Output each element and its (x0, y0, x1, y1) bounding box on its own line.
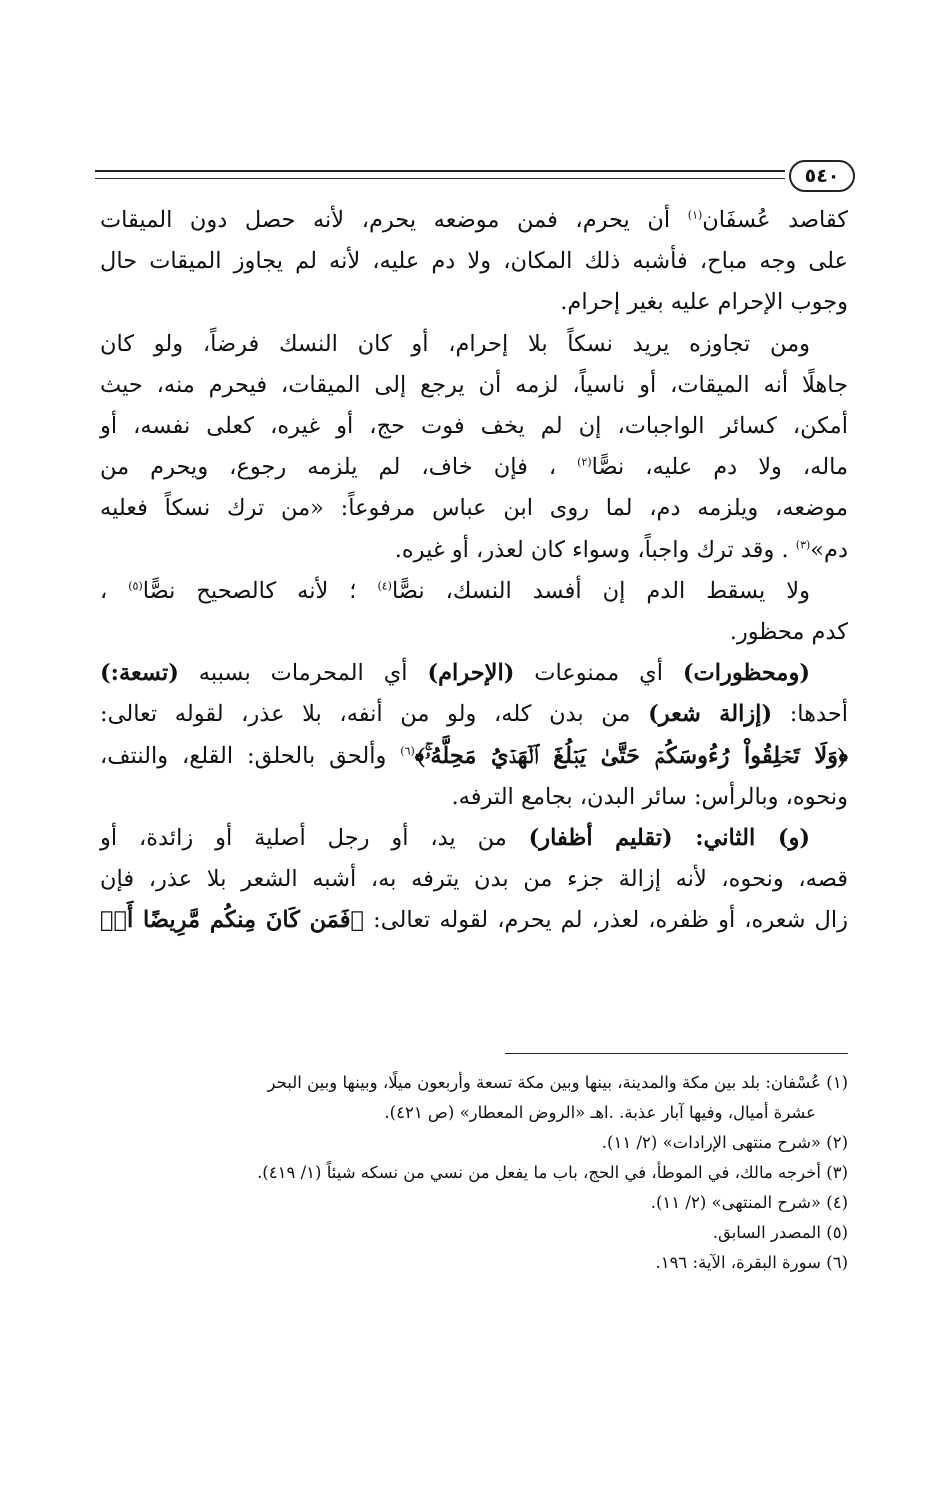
bold-term: (تقليم أظفار) (528, 825, 673, 852)
page-number: ٥٤٠ (789, 160, 855, 192)
footnote-text: المصدر السابق. (712, 1223, 821, 1242)
text-line (100, 447, 848, 488)
text-run: من يد، أو رجل أصلية أو زائدة، أو (100, 825, 529, 852)
bold-term: (ومحظورات) (682, 660, 810, 687)
bold-term: (إزالة شعر) (648, 701, 773, 728)
text-line (100, 530, 848, 571)
paragraph-4 (100, 653, 848, 694)
text-run: أي ممنوعات (514, 660, 683, 687)
main-text (100, 200, 848, 942)
text-run: ، فإن خاف، لم يلزمه رجوع، ويحرم من (100, 454, 578, 481)
footnote-number: (٢) (826, 1133, 848, 1152)
text-run: ؛ لأنه كالصحيح نصًّا (142, 577, 378, 604)
footnote-text: أخرجه مالك، في الموطأ، في الحج، باب ما يفعل من نسي من نسكه شيئاً (١/ ٤١٩). (257, 1163, 821, 1182)
header-rule (95, 170, 785, 179)
footnote-text: «شرح المنتهى» (٢/ ١١). (650, 1193, 821, 1212)
text-line: قصه، ونحوه، لأنه إزالة جزء من بدن يترفه به، أشبه الشعر بلا عذر، فإن (100, 866, 848, 893)
footnote-text: سورة البقرة، الآية: ١٩٦. (655, 1253, 821, 1272)
footnote-1 (100, 1068, 848, 1128)
footnote-6 (100, 1248, 848, 1278)
footnotes (100, 1068, 848, 1278)
text-line: موضعه، ويلزمه دم، لما روى ابن عباس مرفوعاً: «من ترك نسكاً فعليه (100, 495, 848, 522)
footnote-5 (100, 1218, 848, 1248)
bold-term: (و) الثاني: (672, 825, 811, 852)
footnote-ref: (٣) (795, 538, 811, 552)
text-run: وألحق بالحلق: القلع، والنتف، (100, 742, 401, 769)
text-run: دم» (810, 536, 848, 563)
footnote-ref: (٥) (128, 579, 143, 593)
text-run: أي المحرمات بسببه (178, 660, 428, 687)
text-line (100, 200, 848, 241)
paragraph-2 (100, 324, 848, 571)
text-line: ونحوه، وبالرأس: سائر البدن، بجامع الترفه. (451, 783, 848, 810)
paragraph-3 (100, 571, 848, 653)
text-line: ومن تجاوزه يريد نسكاً بلا إحرام، أو كان النسك فرضاً، ولو كان (100, 330, 810, 357)
text-line (100, 818, 848, 859)
bold-term: (الإحرام) (427, 660, 515, 687)
text-line (100, 694, 848, 735)
page-header (95, 160, 855, 192)
footnote-text: عُسْفان: بلد بين مكة والمدينة، بينها وبين مكة تسعة وأربعون ميلًا، وبينها وبين البحر (267, 1073, 821, 1092)
text-line: أمكن، كسائر الواجبات، إن لم يخف فوت حج، أو غيره، كعلى نفسه، أو (100, 413, 848, 440)
footnote-ref: (١) (687, 208, 703, 222)
text-line: وجوب الإحرام عليه بغير إحرام. (560, 289, 848, 316)
text-run: ماله، ولا دم عليه، نصًّا (591, 454, 848, 481)
text-run: . وقد ترك واجباً، وسواء كان لعذر، أو غيره. (394, 536, 796, 563)
text-run: ، (100, 577, 129, 604)
footnote-number: (٦) (826, 1253, 848, 1272)
paragraph-6 (100, 818, 848, 942)
text-line (100, 571, 848, 612)
text-line (100, 653, 848, 694)
text-run: كقاصد عُسفَان (702, 207, 848, 233)
text-run: زال شعره، أو ظفره، لعذر، لم يحرم، لقوله تعالى: (364, 907, 848, 934)
text-run: من بدن كله، ولو من أنفه، بلا عذر، لقوله تعالى: (100, 701, 649, 728)
footnote-text-continued: عشرة أميال، وفيها آبار عذبة. .اهـ «الروض المعطار» (ص ٤٢١). (384, 1103, 816, 1122)
text-run: ولا يسقط الدم إن أفسد النسك، نصًّا (391, 577, 810, 604)
text-line: كدم محظور. (729, 619, 848, 646)
paragraph-5 (100, 694, 848, 818)
footnote-number: (١) (826, 1073, 848, 1092)
quran-verse: ﴿فَمَن كَانَ مِنكُم مَّرِيضًا أَوۡ (100, 907, 365, 934)
text-run: أن يحرم، فمن موضعه يحرم، لأنه حصل دون الميقات (100, 207, 688, 233)
footnote-number: (٥) (826, 1223, 848, 1242)
footnote-ref: (٤) (377, 579, 392, 593)
footnote-4 (100, 1188, 848, 1218)
footnote-number: (٤) (826, 1193, 848, 1212)
footnote-ref: (٦) (400, 744, 415, 758)
quran-verse: ﴿وَلَا تَحۡلِقُواْ رُءُوسَكُمۡ حَتَّىٰ يَبۡلُغَ ٱلۡهَدۡيُ مَحِلَّهُۥۚ﴾ (414, 742, 848, 769)
text-line: على وجه مباح، فأشبه ذلك المكان، ولا دم عليه، لأنه لم يجاوز الميقات حال (100, 248, 848, 275)
footnote-2 (100, 1128, 848, 1158)
footnote-3 (100, 1158, 848, 1188)
footnote-text: «شرح منتهى الإرادات» (٢/ ١١). (601, 1133, 821, 1152)
text-line (100, 900, 848, 941)
text-run: أحدها: (772, 701, 848, 728)
footnote-number: (٣) (826, 1163, 848, 1182)
text-line: جاهلًا أنه الميقات، أو ناسياً، لزمه أن يرجع إلى الميقات، فيحرم منه، حيث (100, 371, 848, 398)
text-line (100, 736, 848, 777)
bold-term: (تسعة:) (100, 660, 179, 687)
footnote-ref: (٢) (577, 455, 592, 469)
paragraph-1 (100, 200, 848, 324)
footnote-separator (505, 1053, 848, 1054)
